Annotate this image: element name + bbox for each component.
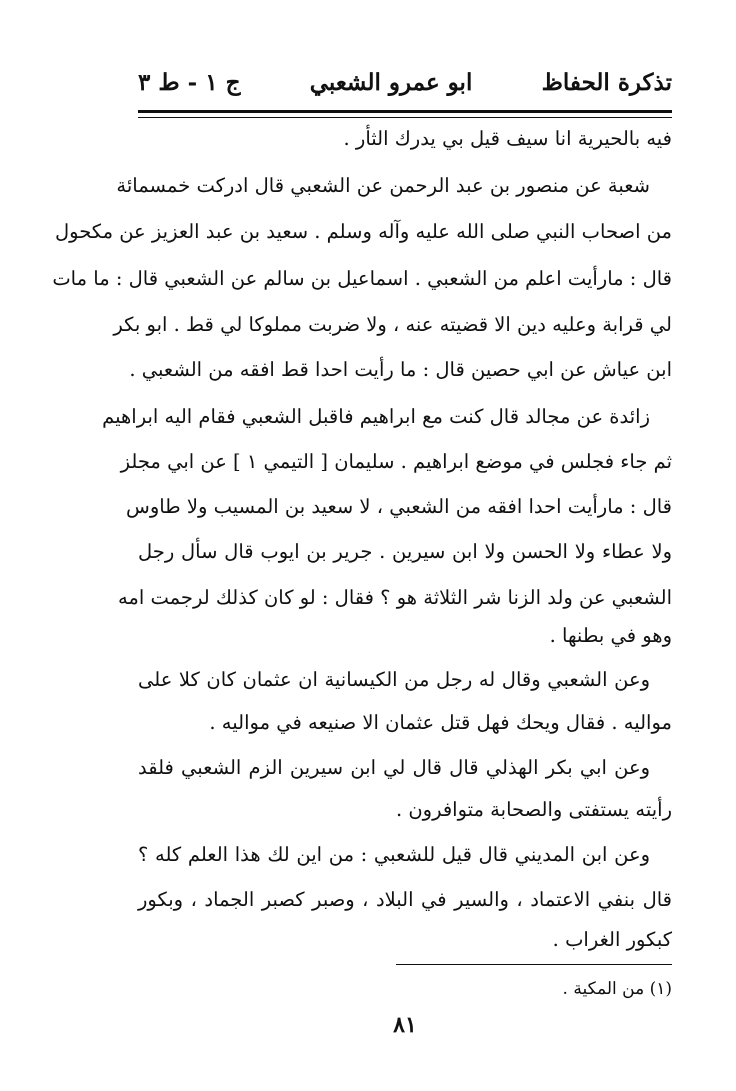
- text-line: لي قرابة وعليه دين الا قضيته عنه ، ولا ضربت مملوكا لي قط . ابو بكر: [113, 313, 672, 336]
- text-line: مواليه . فقال ويحك فهل قتل عثمان الا صنيعه في مواليه .: [209, 711, 672, 734]
- text-line: وعن الشعبي وقال له رجل من الكيسانية ان عثمان كان كلا على: [138, 668, 650, 691]
- footnote: (١) من المكية .: [562, 979, 672, 999]
- subject-name: ابو عمرو الشعبي: [309, 68, 473, 96]
- text-line: ابن عياش عن ابي حصين قال : ما رأيت احدا قط افقه من الشعبي .: [129, 358, 672, 381]
- running-header: [138, 62, 672, 102]
- volume-reference: ج ١ - ط ٣: [138, 68, 241, 96]
- text-line: وعن ابي بكر الهذلي قال قال لي ابن سيرين الزم الشعبي فلقد: [138, 756, 650, 779]
- text-line: وعن ابن المديني قال قيل للشعبي : من اين لك هذا العلم كله ؟: [138, 843, 650, 866]
- text-line: من اصحاب النبي صلى الله عليه وآله وسلم . سعيد بن عبد العزيز عن مكحول: [54, 220, 672, 243]
- text-line: كبكور الغراب .: [552, 928, 672, 951]
- text-line: الشعبي عن ولد الزنا شر الثلاثة هو ؟ فقال : لو كان كذلك لرجمت امه: [117, 586, 672, 609]
- text-line: قال : مارأيت اعلم من الشعبي . اسماعيل بن سالم عن الشعبي قال : ما مات: [52, 267, 672, 290]
- text-line: قال : مارأيت احدا افقه من الشعبي ، لا سعيد بن المسيب ولا طاوس: [126, 495, 672, 518]
- page-number: ٨١: [393, 1012, 417, 1038]
- text-line: فيه بالحيرية انا سيف قيل بي يدرك الثأر .: [343, 127, 672, 150]
- header-rule-thick: [138, 110, 672, 113]
- text-line: ثم جاء فجلس في موضع ابراهيم . سليمان [ التيمي ١ ] عن ابي مجلز: [120, 450, 672, 473]
- header-rule-thin: [138, 117, 672, 118]
- text-line: شعبة عن منصور بن عبد الرحمن عن الشعبي قال ادركت خمسمائة: [116, 174, 650, 197]
- footnote-rule: [396, 964, 672, 965]
- book-title: تذكرة الحفاظ: [541, 68, 672, 96]
- text-line: زائدة عن مجالد قال كنت مع ابراهيم فاقبل الشعبي فقام اليه ابراهيم: [102, 405, 650, 428]
- text-line: رأيته يستفتى والصحابة متوافرون .: [395, 798, 672, 821]
- text-line: ولا عطاء ولا الحسن ولا ابن سيرين . جرير بن ايوب قال سأل رجل: [138, 540, 672, 563]
- text-line: قال بنفي الاعتماد ، والسير في البلاد ، وصبر كصبر الجماد ، وبكور: [138, 888, 672, 911]
- text-line: وهو في بطنها .: [549, 624, 672, 647]
